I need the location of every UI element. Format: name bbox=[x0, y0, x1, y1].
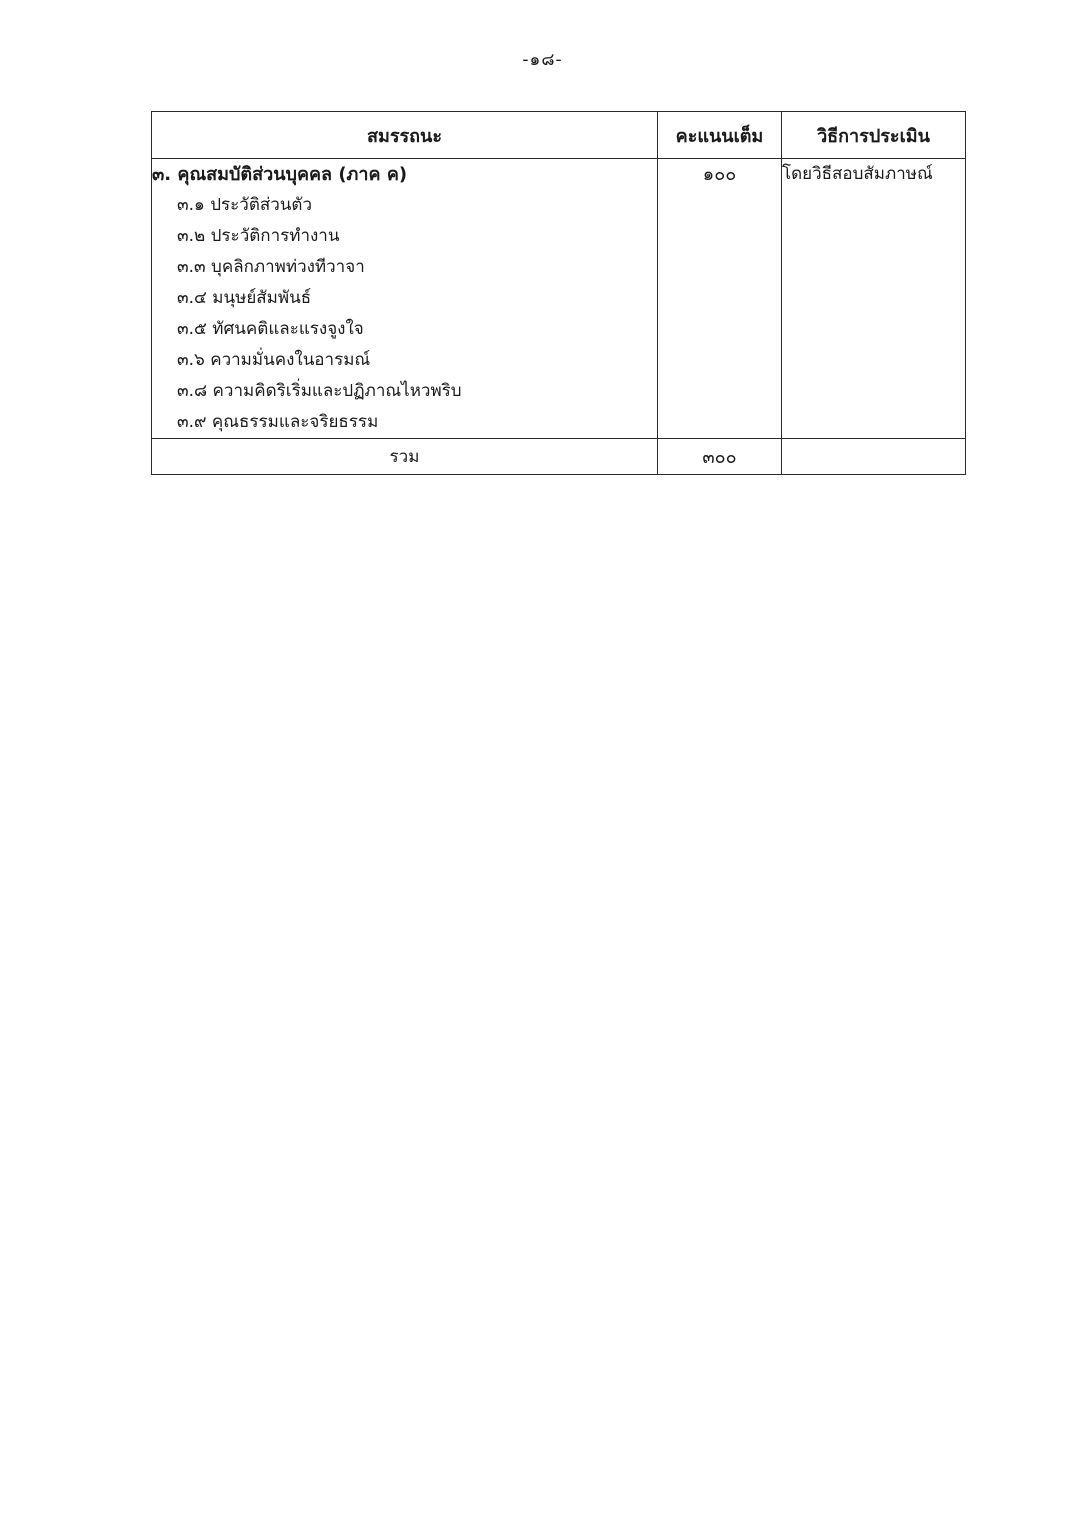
section-method: โดยวิธีสอบสัมภาษณ์ bbox=[782, 159, 966, 439]
total-method bbox=[782, 439, 966, 475]
table-row bbox=[152, 159, 966, 439]
list-item: ๓.๑ ประวัติส่วนตัว bbox=[177, 195, 312, 215]
section-title: ๓. คุณสมบัติส่วนบุคคล (ภาค ค) bbox=[152, 164, 408, 185]
list-item: ๓.๒ ประวัติการทำงาน bbox=[177, 226, 340, 246]
header-method: วิธีการประเมิน bbox=[782, 112, 966, 159]
competency-cell bbox=[152, 159, 658, 439]
total-score: ๓๐๐ bbox=[658, 439, 782, 475]
list-item: ๓.๔ มนุษย์สัมพันธ์ bbox=[177, 288, 312, 308]
header-competency: สมรรถนะ bbox=[152, 112, 658, 159]
list-item: ๓.๓ บุคลิกภาพท่วงทีวาจา bbox=[177, 257, 365, 277]
total-row bbox=[152, 439, 966, 475]
competency-table bbox=[151, 111, 966, 475]
list-item: ๓.๖ ความมั่นคงในอารมณ์ bbox=[177, 350, 371, 370]
list-item: ๓.๕ ทัศนคติและแรงจูงใจ bbox=[177, 319, 364, 339]
total-label: รวม bbox=[152, 439, 658, 475]
list-item: ๓.๙ คุณธรรมและจริยธรรม bbox=[177, 412, 379, 432]
table-header-row bbox=[152, 112, 966, 159]
page-number: -๑๘- bbox=[522, 50, 563, 70]
section-score: ๑๐๐ bbox=[658, 159, 782, 439]
list-item: ๓.๘ ความคิดริเริ่มและปฏิภาณไหวพริบ bbox=[177, 381, 462, 401]
header-full-score: คะแนนเต็ม bbox=[658, 112, 782, 159]
